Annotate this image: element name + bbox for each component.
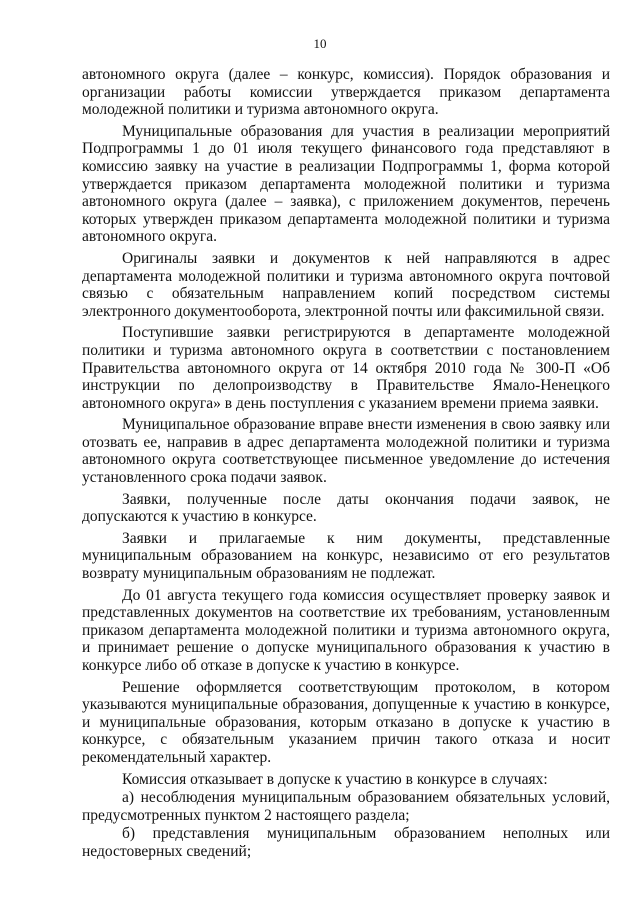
paragraph-originals-sending: Оригиналы заявки и документов к ней направляются в адрес департамента молодежной политики и туризма автономного округа почтовой связью с обязательным направлением копий посредством системы электронного документооборота, электронной почты или факсимильной связи. [82, 249, 610, 320]
paragraph-registration: Поступившие заявки регистрируются в департаменте молодежной политики и туризма автономного округа в соответствии с постановлением Правительства автономного округа от 14 октября 2010 года № 300-П «Об инструкции по делопроизводству в Правительстве Ямало-Ненецкого автономного округа» в день поступления с указанием времени приема заявки. [82, 324, 610, 412]
list-item-a: а) несоблюдения муниципальным образованием обязательных условий, предусмотренных пунктом 2 настоящего раздела; [82, 789, 610, 824]
page-number: 10 [313, 36, 327, 51]
paragraph-changes-withdrawal: Муниципальное образование вправе внести изменения в свою заявку или отозвать ее, направив в адрес департамента молодежной политики и туризма автономного округа соответствующее письменное уведомление до истечения установленного срока подачи заявок. [82, 416, 610, 487]
paragraph-documents-not-returned: Заявки и прилагаемые к ним документы, представленные муниципальным образованием на конкурс, независимо от его результатов возврату муниципальным образованиям не подлежат. [82, 529, 610, 583]
paragraph-application-submission: Муниципальные образования для участия в реализации мероприятий Подпрограммы 1 до 01 июля текущего финансового года представляют в комиссию заявку на участие в реализации Подпрограммы 1, форма которой утверждается приказом департамента молодежной политики и туризма автономного округа (далее – заявка), с приложением документов, перечень которых утвержден приказом департамента молодежной политики и туризма автономного округа. [82, 122, 610, 246]
list-item-b: б) представления муниципальным образованием неполных или недостоверных сведений; [82, 825, 610, 860]
paragraph-refusal-cases: Комиссия отказывает в допуске к участию в конкурсе в случаях: [122, 770, 548, 788]
document-body [82, 66, 610, 862]
paragraph-commission-review: До 01 августа текущего года комиссия осуществляет проверку заявок и представленных документов на соответствие их требованиям, установленным приказом департамента молодежной политики и туризма автономного округа, и принимает решение о допуске муниципального образования к участию в конкурсе либо об отказе в допуске к участию в конкурсе. [82, 586, 610, 674]
paragraph-late-applications: Заявки, полученные после даты окончания подачи заявок, не допускаются к участию в конкурсе. [82, 490, 610, 526]
paragraph-decision-protocol: Решение оформляется соответствующим протоколом, в котором указываются муниципальные образования, допущенные к участию в конкурсе, и муниципальные образования, которым отказано в допуске к участию в конкурсе, с обязательным указанием причин такого отказа и носит рекомендательный характер. [82, 678, 610, 766]
paragraph-continuation: автономного округа (далее – конкурс, комиссия). Порядок образования и организации работы комиссии утверждается приказом департамента молодежной политики и туризма автономного округа. [82, 66, 610, 119]
